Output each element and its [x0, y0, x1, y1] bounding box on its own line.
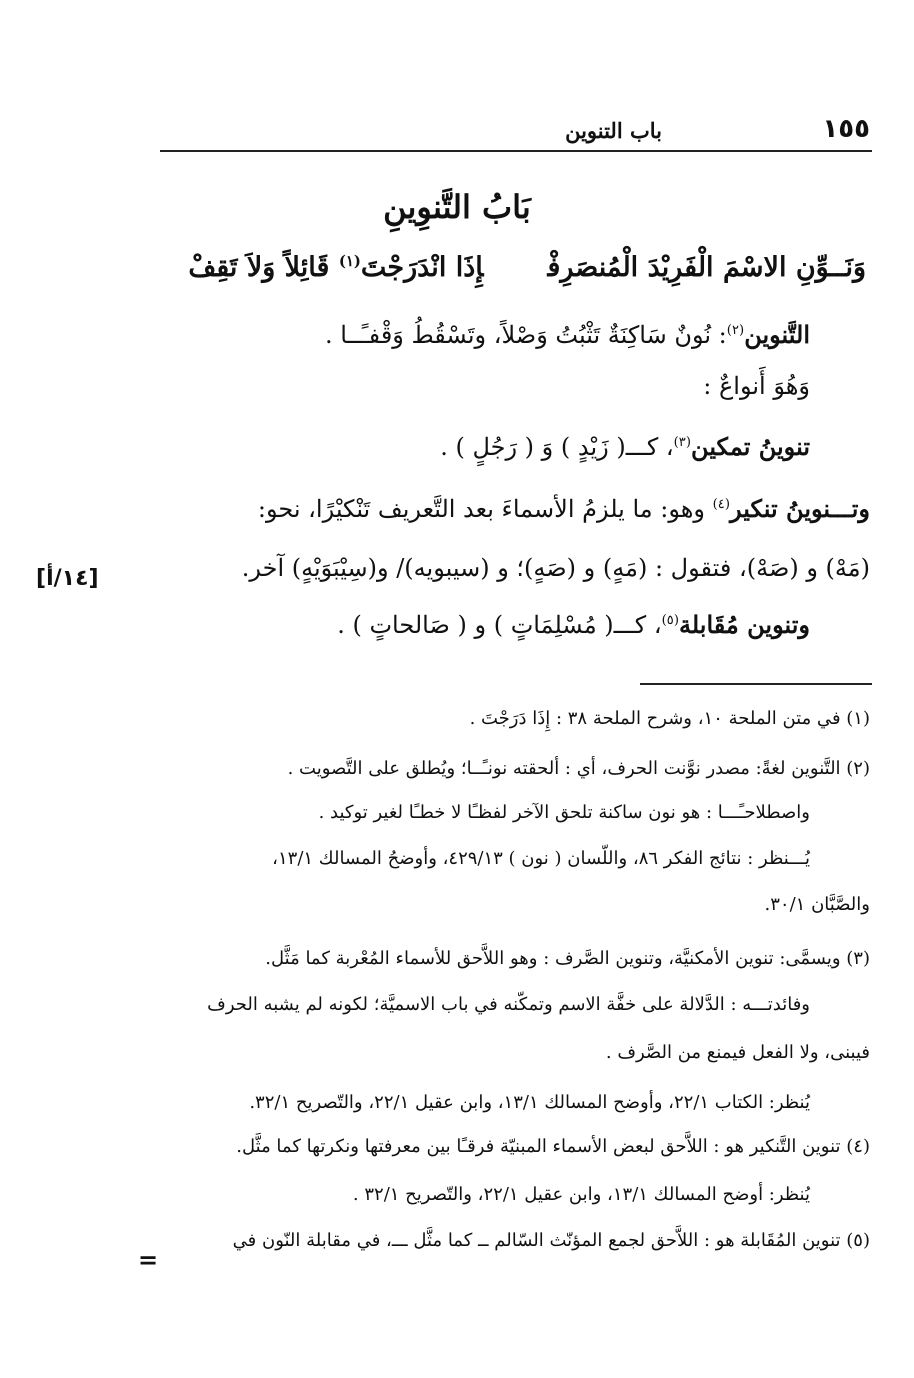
body-line-types: وَهُوَ أَنواعٌ : — [703, 372, 810, 400]
footnote-ref-5: (٥) — [661, 613, 679, 628]
verse-hemistich-left: إِذَا انْدَرَجْتَ$^{(١)}$ قَائِلاً وَلاَ تَقِفْ — [188, 252, 484, 283]
footnote-line: (٢) التَّنوين لغةً: مصدر نوَّنت الحرف، أي : ألحقته نونـًــا؛ ويُطلق على التَّصويت . — [287, 758, 870, 779]
footnote-ref-1: (١) — [338, 252, 361, 270]
verse-hemistich-right: وَنَــوِّنِ الاسْمَ الْفَرِيْدَ الْمُنصَرِفْ — [547, 252, 866, 283]
footnote-line: (٤) تنوين التَّنكير هو : اللاَّحق لبعض الأسماء المبنيّة فرقـًا بين معرفتها ونكرتها كما مثَّل. — [236, 1136, 870, 1157]
footnote-line: وفائدتـــه : الدَّلالة على خفَّة الاسم وتمكّنه في باب الاسميَّة؛ لكونه لم يشبه الحرف — [207, 994, 810, 1015]
footnote-line: يُنظر: الكتاب ٢٢/١، وأوضح المسالك ١٣/١، وابن عقيل ٢٢/١، والتّصريح ٣٢/١. — [249, 1092, 810, 1113]
footnote-line: (٣) ويسمَّى: تنوين الأمكنيَّة، وتنوين الصَّرف : وهو اللاَّحق للأسماء المُعْربة كما مَثَّل. — [265, 948, 870, 969]
body-line-tamkin: تنوينُ تمكين$^{(٣)}$، كـــ( زَيْدٍ ) وَ ( رَجُلٍ ) . — [440, 432, 810, 461]
running-header — [160, 112, 872, 152]
footnote-line: يُنظر: أوضح المسالك ١٣/١، وابن عقيل ٢٢/١، والتّصريح ٣٢/١ . — [352, 1184, 810, 1205]
body-line-examples: (مَهْ) و (صَهْ)، فتقول : (مَهٍ) و (صَهٍ)؛ و (سيبويه)/ و(سِيْبَوَيْهٍ) آخر. — [241, 554, 870, 582]
footnote-line: واصطلاحـًـــا : هو نون ساكنة تلحق الآخر لفظـًا لا خطـًا لغير توكيد . — [318, 802, 810, 823]
folio-marker: [١٤/أ] — [36, 566, 99, 591]
page-number: ١٥٥ — [822, 114, 870, 144]
footnote-ref-2: (٢) — [726, 323, 745, 338]
footnote-line: فيبنى، ولا الفعل فيمنع من الصَّرف . — [605, 1042, 870, 1063]
body-line-tankir: وتـــنوينُ تنكير$^{(٤)}$ وهو: ما يلزمُ الأسماءَ بعد التَّعريف تَنْكيْرًا، نحو: — [257, 494, 870, 523]
footnote-line: يُـــنظر : نتائج الفكر ٨٦، واللّسان ( نون ) ٤٢٩/١٣، وأوضحُ المسالك ١٣/١، — [272, 848, 810, 869]
footnote-ref-4: (٤) — [712, 497, 731, 512]
footnote-ref-3: (٣) — [673, 435, 692, 450]
chapter-title: بَابُ التَّنوِينِ — [383, 188, 531, 226]
running-title: باب التنوين — [565, 118, 662, 143]
footnote-line: والصَّبَّان ٣٠/١. — [764, 894, 870, 915]
footnote-line: (٥) تنوين المُقَابلة هو : اللاَّحق لجمع المؤنّث السّالم ــ كما مثَّل ـــ، في مقابلة النّون في — [232, 1230, 870, 1251]
body-line-definition: التَّنوين$^{(٢)}$: نُونٌ سَاكِنَةٌ تَثْبُتُ وَصْلاً، وتَسْقُطُ وَقْفـًــا . — [325, 320, 810, 349]
footnote-line: (١) في متن الملحة ١٠، وشرح الملحة ٣٨ : إِذَا دَرَجْتَ . — [469, 708, 870, 729]
continuation-mark: = — [138, 1246, 159, 1274]
body-line-muqabala: وتنوين مُقَابلة$^{(٥)}$، كـــ( مُسْلِمَاتٍ ) و ( صَالحاتٍ ) . — [337, 610, 810, 639]
verse-line — [188, 252, 866, 283]
footnote-separator — [640, 683, 872, 685]
